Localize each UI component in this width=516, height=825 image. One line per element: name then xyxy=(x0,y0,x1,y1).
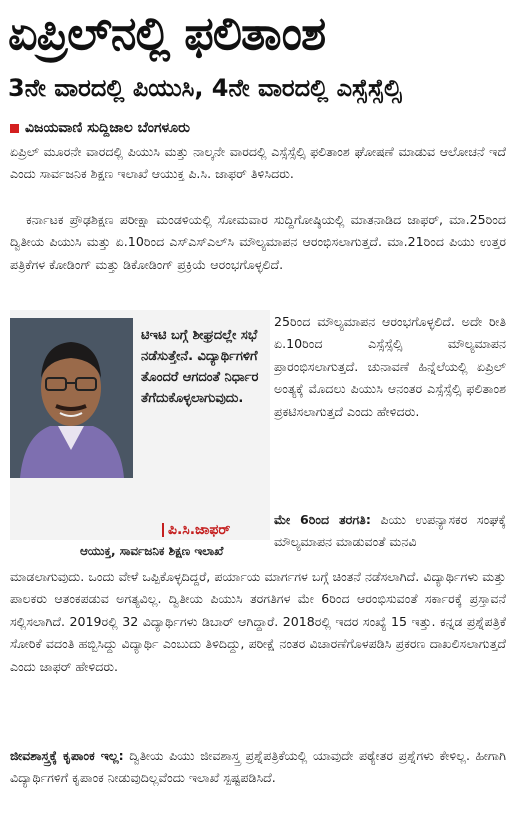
portrait-icon xyxy=(10,318,133,478)
paragraph-6 xyxy=(10,745,506,815)
paragraph-6-body: ದ್ವಿತೀಯ ಪಿಯು ಜೀವಶಾಸ್ತ್ರ ಪ್ರಶ್ನೆಪತ್ರಿಕೆಯಲ್ಲಿ ಯಾವುದೇ ಪಠ್ಯೇತರ ಪ್ರಶ್ನೆಗಳು ಕೇಳಿಲ್ಲ. ಹೀಗಾಗಿ ವಿದ್ಯಾರ್ಥಿಗಳಿಗೆ ಕೃಪಾಂಕ ನೀಡುವುದಿಲ್ಲವೆಂದು ಇಲಾಖೆ ಸ್ಪಷ್ಟಪಡಿಸಿದೆ. xyxy=(10,748,506,786)
paragraph-3: 25ರಿಂದ ಮೌಲ್ಯಮಾಪನ ಆರಂಭಗೊಳ್ಳಲಿದೆ. ಅದೇ ರೀತಿ ಏ.10ರಿಂದ ಎಸ್ಸೆಸ್ಸೆಲ್ಸಿ ಮೌಲ್ಯಮಾಪನ ಪ್ರಾರಂಭಿಸಲಾಗುತ್ತದೆ. ಚುನಾವಣೆ ಹಿನ್ನೆಲೆಯಲ್ಲಿ ಏಪ್ರಿಲ್ ಅಂತ್ಯಕ್ಕೆ ಮೊದಲು ಪಿಯುಸಿ ಆನಂತರ ಎಸ್ಸೆಸ್ಸೆಲ್ಸಿ ಫಲಿತಾಂಶ ಪ್ರಕಟಿಸಲಾಗುತ್ತದೆ ಎಂದು ಹೇಳಿದರು. xyxy=(274,314,506,419)
paragraph-5: ಮಾಡಲಾಗುವುದು. ಒಂದು ವೇಳೆ ಒಪ್ಪಿಕೊಳ್ಳದಿದ್ದರೆ, ಪರ್ಯಾಯ ಮಾರ್ಗಗಳ ಬಗ್ಗೆ ಚಿಂತನೆ ನಡೆಸಲಾಗಿದೆ. ವಿದ್ಯಾರ್ಥಿಗಳು ಮತ್ತು ಪಾಲಕರು ಆತಂಕಪಡುವ ಅಗತ್ಯವಿಲ್ಲ. ದ್ವಿತೀಯ ಪಿಯುಸಿ ತರಗತಿಗಳ ಮೇ 6ರಿಂದ ಆರಂಭಿಸುವಂತೆ ಸರ್ಕಾರಕ್ಕೆ ಪ್ರಸ್ತಾವನೆ ಸಲ್ಲಿಸಲಾಗಿದೆ. 2019ರಲ್ಲಿ 32 ವಿದ್ಯಾರ್ಥಿಗಳು ಡಿಬಾರ್ ಆಗಿದ್ದಾರೆ. 2018ರಲ್ಲಿ ಇದರ ಸಂಖ್ಯೆ 15 ಇತ್ತು. ಕನ್ನಡ ಪ್ರಶ್ನೆಪತ್ರಿಕೆ ಸೋರಿಕೆ ವದಂತಿ ಹಬ್ಬಿಸಿದ್ದು ವಿದ್ಯಾರ್ಥಿ ಎಂಬುದು ತಿಳಿದಿದ್ದು, ಪರೀಕ್ಷೆ ನಂತರ ವಿಚಾರಣೆಗೊಳಪಡಿಸಿ ಪ್ರಕರಣ ದಾಖಲಿಸಲಾಗುತ್ತದೆ ಎಂದು ಜಾಫರ್ ಹೇಳಿದರು. xyxy=(10,569,506,674)
byline xyxy=(10,118,190,138)
pullquote-author xyxy=(162,522,230,538)
author-bar-icon xyxy=(162,523,164,537)
byline-marker-icon xyxy=(10,124,19,133)
pullquote-role: ಆಯುಕ್ತ, ಸಾರ್ವಜನಿಕ ಶಿಕ್ಷಣ ಇಲಾಖೆ xyxy=(80,544,224,558)
author-photo xyxy=(10,318,133,478)
paragraph-1: ಏಪ್ರಿಲ್ ಮೂರನೇ ವಾರದಲ್ಲಿ ಪಿಯುಸಿ ಮತ್ತು ನಾಲ್ಕನೇ ವಾರದಲ್ಲಿ ಎಸ್ಸೆಸ್ಸೆಲ್ಸಿ ಫಲಿತಾಂಶ ಘೋಷಣೆ ಮಾಡುವ ಆಲೋಚನೆ ಇದೆ ಎಂದು ಸಾರ್ವಜನಿಕ ಶಿಕ್ಷಣ ಇಲಾಖೆ ಆಯುಕ್ತ ಪಿ.ಸಿ. ಜಾಫರ್ ತಿಳಿಸಿದರು. xyxy=(10,144,506,182)
paragraph-6-lead: ಜೀವಶಾಸ್ತ್ರಕ್ಕೆ ಕೃಪಾಂಕ ಇಲ್ಲ: xyxy=(10,748,124,763)
author-name: ಪಿ.ಸಿ.ಜಾಫರ್ xyxy=(168,522,231,538)
byline-text: ವಿಜಯವಾಣಿ ಸುದ್ದಿಜಾಲ ಬೆಂಗಳೂರು xyxy=(25,120,190,136)
paragraph-4-body: ಪಿಯು ಉಪನ್ಯಾಸಕರ ಸಂಘಕ್ಕೆ ಮೌಲ್ಯಮಾಪನ ಮಾಡುವಂತೆ ಮನವಿ xyxy=(274,512,506,550)
paragraph-4 xyxy=(274,509,506,566)
subheadline: 3ನೇ ವಾರದಲ್ಲಿ ಪಿಯುಸಿ, 4ನೇ ವಾರದಲ್ಲಿ ಎಸ್ಸೆಸ್ಸೆಲ್ಸಿ xyxy=(8,74,402,102)
headline: ಏಪ್ರಿಲ್‌ನಲ್ಲಿ ಫಲಿತಾಂಶ xyxy=(8,6,326,60)
paragraph-2: ಕರ್ನಾಟಕ ಪ್ರೌಢಶಿಕ್ಷಣ ಪರೀಕ್ಷಾ ಮಂಡಳಿಯಲ್ಲಿ ಸೋಮವಾರ ಸುದ್ದಿಗೋಷ್ಠಿಯಲ್ಲಿ ಮಾತನಾಡಿದ ಜಾಫರ್, ಮಾ.25ರಿಂದ ದ್ವಿತೀಯ ಪಿಯುಸಿ ಮತ್ತು ಏ.10ರಿಂದ ಎಸ್‌ಎಸ್‌ಎಲ್‌ಸಿ ಮೌಲ್ಯಮಾಪನ ಆರಂಭಿಸಲಾಗುತ್ತದೆ. ಮಾ.21ರಿಂದ ಪಿಯು ಉತ್ತರ ಪತ್ರಿಕೆಗಳ ಕೋಡಿಂಗ್ ಮತ್ತು ಡಿಕೋಡಿಂಗ್ ಪ್ರಕ್ರಿಯೆ ಆರಂಭಗೊಳ್ಳಲಿದೆ. xyxy=(10,212,506,272)
pullquote-text: ಟಿಇಟಿ ಬಗ್ಗೆ ಶೀಘ್ರದಲ್ಲೇ ಸಭೆ ನಡೆಸುತ್ತೇನೆ. ವಿದ್ಯಾರ್ಥಿಗಳಿಗೆ ತೊಂದರೆ ಆಗದಂತೆ ನಿರ್ಧಾರ ತೆಗೆದುಕೊಳ್ಳಲಾಗುವುದು. xyxy=(141,328,259,406)
paragraph-4-lead: ಮೇ 6ರಿಂದ ತರಗತಿ: xyxy=(274,512,371,527)
